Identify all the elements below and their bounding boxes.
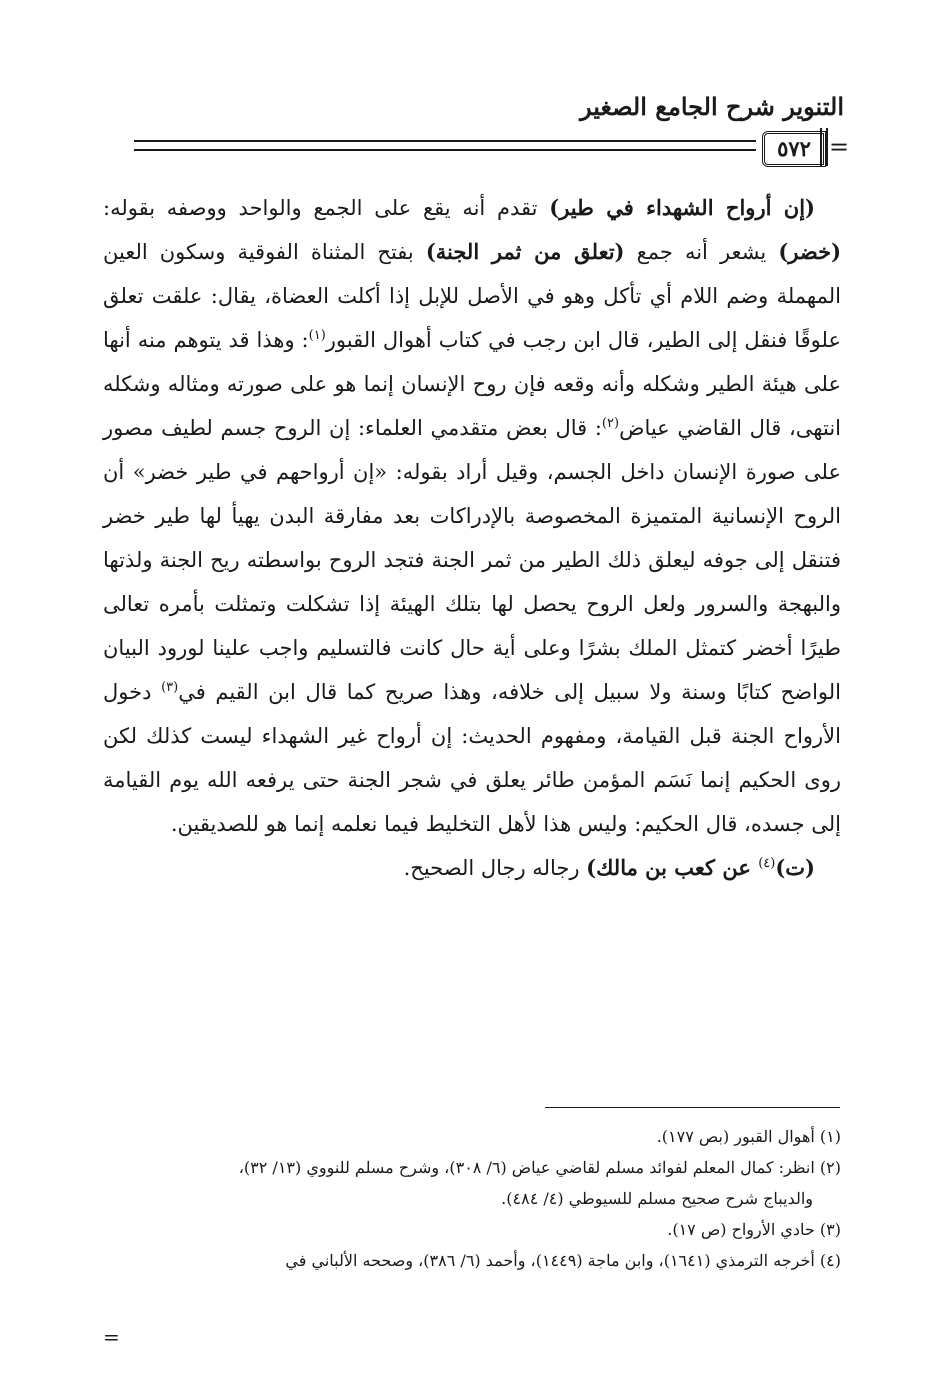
commentary-text: تقدم أنه يقع على الجمع والواحد ووصفه بقوله:: [103, 196, 550, 220]
footnote-ref[interactable]: (١): [308, 328, 326, 343]
page-number: ٥٧٢: [762, 131, 826, 167]
commentary-text: يشعر أنه جمع: [624, 240, 779, 264]
footnote-ref[interactable]: (٢): [601, 416, 620, 431]
footnote-item-continuation: والديباج شرح صحيح مسلم للسيوطي (٤/ ٤٨٤).: [501, 1189, 813, 1208]
narrator: عن كعب بن مالك): [586, 855, 759, 880]
footnote-ref[interactable]: (٣): [161, 680, 179, 695]
commentary-text: دخول الأرواح الجنة قبل القيامة، ومفهوم الحديث: إن أرواح غير الشهداء ليست كذلك لكن روى الحكيم إنما نَسَم المؤمن طائر يعلق في شجر الجنة حتى يرفعه الله يوم القيامة إلى جسده، قال الحكيم: وليس هذا لأهل التخليط فيما نعلمه إنما هو للصديقين.: [103, 680, 841, 836]
paragraph-commentary: [103, 186, 841, 846]
bottom-continuation-marker: =: [103, 1325, 120, 1349]
header-rule-top: [134, 140, 756, 142]
footnote-item: (١) أهوال القبور (بص ١٧٧).: [656, 1127, 841, 1146]
header-rule-bottom: [134, 149, 756, 151]
grading-text: رجاله رجال الصحيح.: [403, 856, 587, 880]
page-number-frame: [820, 128, 828, 166]
footnote-separator: [545, 1107, 840, 1108]
footnotes: [103, 1121, 841, 1276]
commentary-text: : وهذا قد يتوهم منه أنها على هيئة الطير وشكله وأنه وقعه فإن روح الإنسان إنما هو على صورته ومثاله وشكله انتهى، قال القاضي عياض: [103, 328, 841, 440]
hadith-phrase: (خضر): [778, 239, 842, 264]
source-abbrev: (ت): [775, 855, 815, 880]
footnote-item: (٤) أخرجه الترمذي (١٦٤١)، وابن ماجة (١٤٤٩)، وأحمد (٦/ ٣٨٦)، وصححه الألباني في: [285, 1251, 841, 1270]
footnote-ref[interactable]: (٤): [758, 856, 776, 871]
paragraph-source: [103, 846, 841, 890]
commentary-text: : قال بعض متقدمي العلماء: إن الروح جسم لطيف مصور على صورة الإنسان داخل الجسم، وقيل أراد بقوله: «إن أرواحهم في طير خضر» أن الروح الإنسانية المتميزة المخصوصة بالإدراكات بعد مفارقة البدن يهيأ لها طير خضر فتنقل إلى جوفه ليعلق ذلك الطير من ثمر الجنة فتجد الروح بواسطته ريح الجنة ولذتها والبهجة والسرور ولعل الروح يحصل لها بتلك الهيئة إذا تشكلت وتمثلت بأمره تعالى طيرًا أخضر كتمثل الملك بشرًا وعلى أية حال كانت فالتسليم واجب علينا لورود البيان الواضح كتابًا وسنة ولا سبيل إلى خلافه، وهذا صريح كما قال ابن القيم في: [103, 416, 841, 704]
footnote-item: (٢) انظر: كمال المعلم لفوائد مسلم لقاضي عياض (٦/ ٣٠٨)، وشرح مسلم للنووي (١٣/ ٣٢)،: [238, 1158, 841, 1177]
commentary-text: بفتح المثناة الفوقية وسكون العين المهملة وضم اللام أي تأكل وهو في الأصل للإبل إذا أكلت العضاة، يقال: علقت تعلق علوقًا فنقل إلى الطير، قال ابن رجب في كتاب أهوال القبور: [103, 240, 841, 352]
hadith-phrase: (إن أرواح الشهداء في طير): [549, 195, 815, 220]
top-continuation-marker: =: [829, 133, 850, 161]
hadith-phrase: (تعلق من ثمر الجنة): [425, 239, 625, 264]
main-text: [103, 186, 841, 890]
footnote-item: (٣) حادي الأرواح (ص ١٧).: [667, 1220, 841, 1239]
running-title: التنوير شرح الجامع الصغير: [580, 92, 844, 121]
